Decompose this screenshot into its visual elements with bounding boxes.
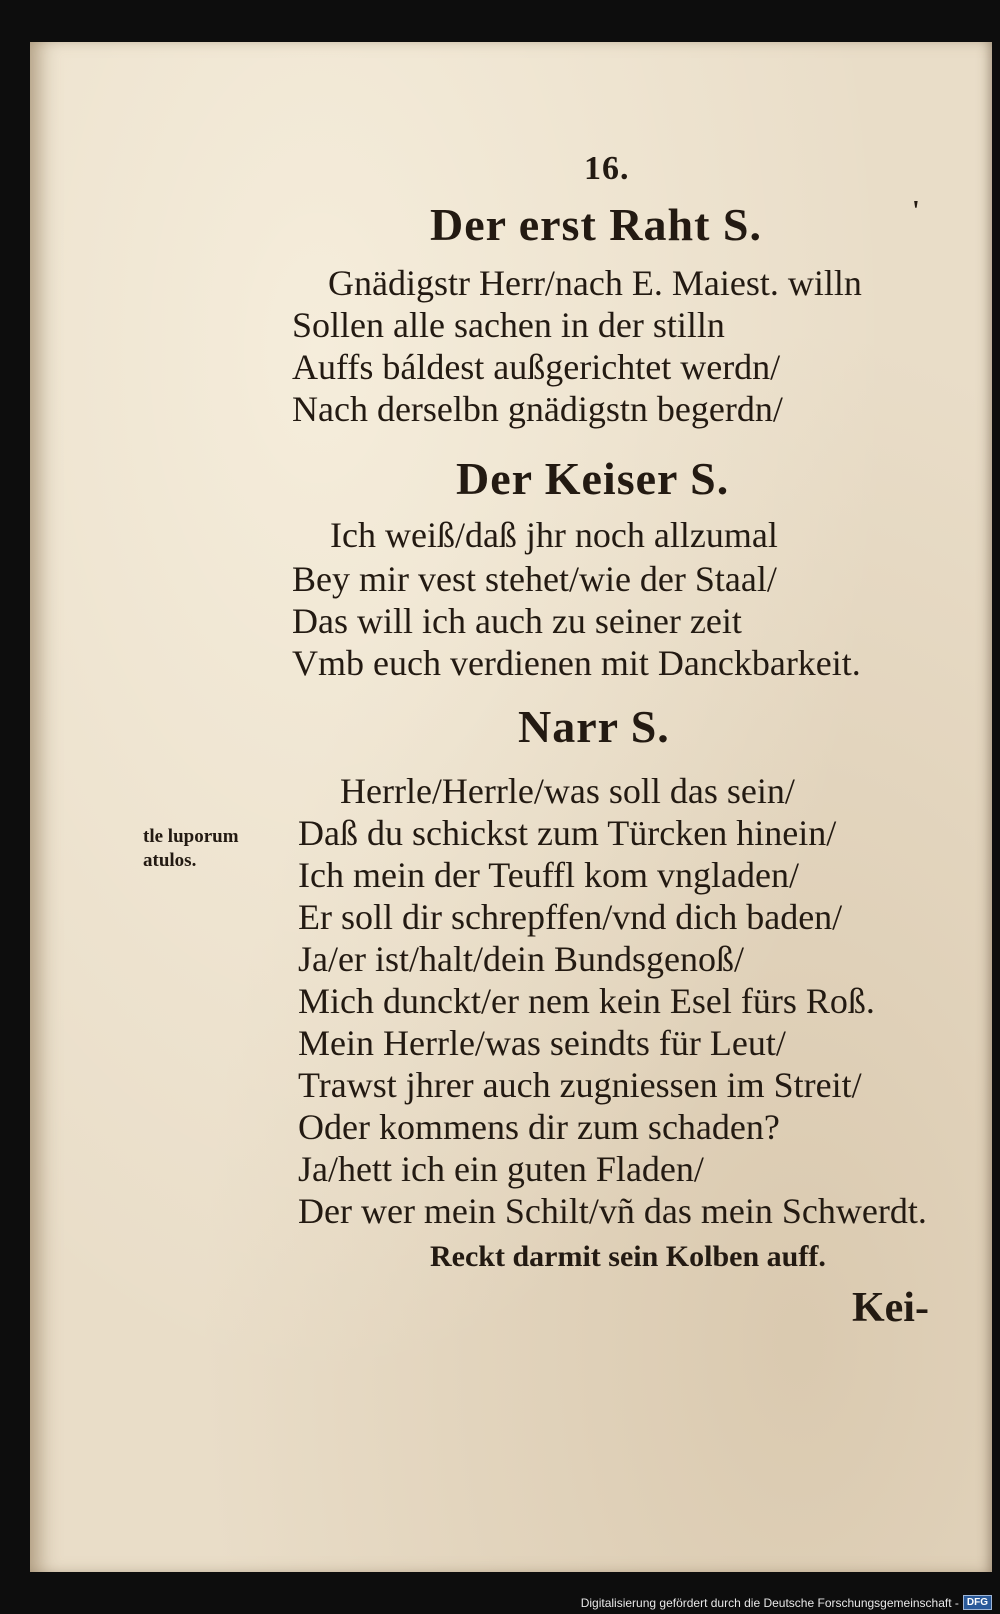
heading-keiser: Der Keiser S.	[456, 453, 730, 504]
verse-line: Auffs báldest außgerichtet werdn/	[292, 347, 781, 387]
verse-line: Sollen alle sachen in der stilln	[292, 305, 725, 345]
margin-note-line-2: atulos.	[143, 850, 197, 871]
verse-line: Ich mein der Teuffl kom vngladen/	[298, 855, 800, 895]
verse-line: Gnädigstr Herr/nach E. Maiest. willn	[328, 263, 862, 303]
margin-note-line-1: tle luporum	[143, 826, 239, 847]
footer-credit-text: Digitalisierung gefördert durch die Deutsche Forschungsgemeinschaft -	[580, 1595, 959, 1610]
heading-erst-raht: Der erst Raht S.	[430, 199, 762, 250]
verse-line: Er soll dir schrepffen/vnd dich baden/	[298, 897, 843, 937]
verse-line: Vmb euch verdienen mit Danckbarkeit.	[292, 643, 861, 683]
verse-line: Nach derselbn gnädigstn begerdn/	[292, 389, 783, 429]
verse-line: Ja/er ist/halt/dein Bundsgenoß/	[298, 939, 744, 979]
heading-narr: Narr S.	[518, 701, 670, 752]
dfg-logo: DFG	[963, 1595, 992, 1610]
verse-line: Mein Herrle/was seindts für Leut/	[298, 1023, 786, 1063]
page-number: 16.	[584, 150, 630, 187]
verse-line: Der wer mein Schilt/vñ das mein Schwerdt.	[298, 1191, 927, 1231]
verse-line: Oder kommens dir zum schaden?	[298, 1107, 780, 1147]
verse-line: Daß du schickst zum Türcken hinein/	[298, 813, 837, 853]
verse-line: Ja/hett ich ein guten Fladen/	[298, 1149, 704, 1189]
verse-line: Ich weiß/daß jhr noch allzumal	[330, 515, 778, 555]
verse-line: Trawst jhrer auch zugniessen im Streit/	[298, 1065, 862, 1105]
stray-mark: '	[912, 196, 920, 227]
catchword: Kei-	[852, 1285, 929, 1331]
footer-credit	[581, 1595, 992, 1610]
verse-line: Mich dunckt/er nem kein Esel fürs Roß.	[298, 981, 875, 1021]
verse-line: Herrle/Herrle/was soll das sein/	[340, 771, 795, 811]
stage-direction: Reckt darmit sein Kolben auff.	[430, 1240, 826, 1273]
verse-line: Bey mir vest stehet/wie der Staal/	[292, 559, 777, 599]
verse-line: Das will ich auch zu seiner zeit	[292, 601, 742, 641]
